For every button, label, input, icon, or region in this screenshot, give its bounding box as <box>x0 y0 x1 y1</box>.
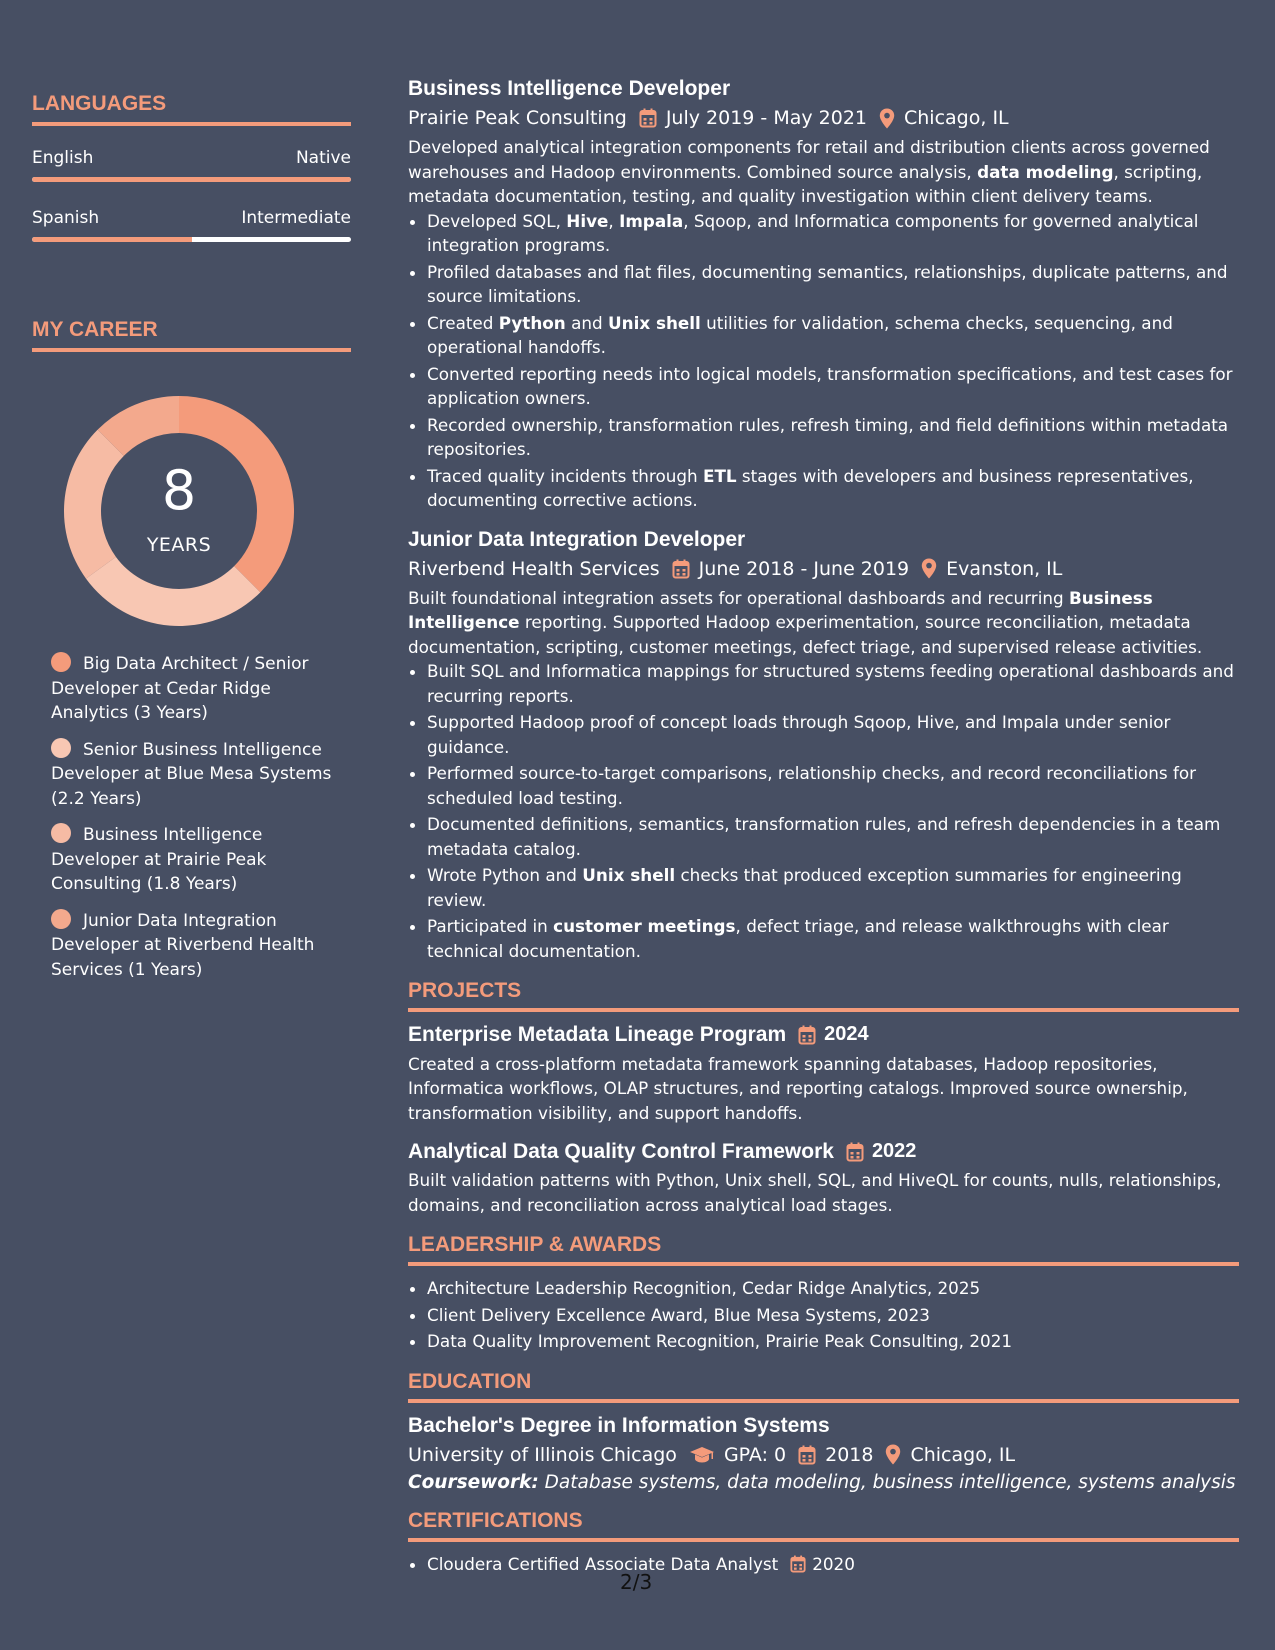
school-name: University of Illinois Chicago <box>408 1443 677 1466</box>
job-meta <box>408 558 1239 580</box>
career-role-text: Junior Data Integration Developer at Riverbend Health Services (1 Years) <box>51 910 315 980</box>
job-title: Junior Data Integration Developer <box>408 527 746 551</box>
location-pin-icon <box>885 1444 901 1465</box>
main-content <box>408 76 1239 1578</box>
coursework <box>408 1472 1239 1493</box>
project-title: Enterprise Metadata Lineage Program <box>408 1023 787 1047</box>
language-name: English <box>32 148 94 168</box>
education-entry <box>408 1413 1239 1493</box>
career-donut-chart <box>64 396 294 626</box>
job-meta <box>408 107 1239 129</box>
legend-dot <box>51 652 71 672</box>
projects-heading: PROJECTS <box>408 979 1239 1012</box>
award-item: • Architecture Leadership Recognition, Cedar Ridge Analytics, 2025 <box>427 1276 1239 1301</box>
bullet-item: • Supported Hadoop proof of concept loads through Sqoop, Hive, and Impala under senior guidance. <box>427 710 1239 759</box>
award-item: • Client Delivery Excellence Award, Blue Mesa Systems, 2023 <box>427 1303 1239 1328</box>
education-heading: EDUCATION <box>408 1370 1239 1403</box>
career-legend-item <box>51 652 336 726</box>
certification-item <box>427 1552 1239 1577</box>
project-entry <box>408 1139 1239 1217</box>
bullet-item: • Created Python and Unix shell utilities for validation, schema checks, sequencing, and operational handoffs. <box>427 311 1239 360</box>
career-legend-item <box>51 909 336 983</box>
job-location: Evanston, IL <box>946 557 1063 580</box>
bullet-item: • Documented definitions, semantics, transformation rules, and refresh dependencies in a team metadata catalog. <box>427 812 1239 861</box>
bullet-item: • Built SQL and Informatica mappings for structured systems feeding operational dashboards and recurring reports. <box>427 659 1239 708</box>
career-total-years: 8 <box>161 459 197 522</box>
location-pin-icon <box>879 108 895 129</box>
school-location: Chicago, IL <box>910 1443 1016 1466</box>
project-entry <box>408 1022 1239 1125</box>
job-location: Chicago, IL <box>904 107 1009 130</box>
career-role-text: Big Data Architect / Senior Developer at Cedar Ridge Analytics (3 Years) <box>51 654 309 723</box>
job-summary: Built foundational integration assets for operational dashboards and recurring Business Intelligence reporting. Supported Hadoop experimentation, source reconciliation, metadata documentation, scripting, customer meetings, defect triage, and supervised release activities. <box>408 587 1203 657</box>
graduation-year: 2018 <box>825 1443 874 1466</box>
bullet-item: • Recorded ownership, transformation rules, refresh timing, and field definitions within metadata repositories. <box>427 413 1239 462</box>
language-item <box>32 208 351 242</box>
calendar-icon <box>639 108 657 128</box>
calendar-icon <box>846 1142 864 1162</box>
bullet-item: • Wrote Python and Unix shell checks that produced exception summaries for engineering review. <box>427 863 1239 912</box>
degree-title: Bachelor's Degree in Information Systems <box>408 1413 830 1437</box>
bullet-item: • Developed SQL, Hive, Impala, Sqoop, and Informatica components for governed analytical integration programs. <box>427 209 1239 258</box>
job-dates: June 2018 - June 2019 <box>698 557 910 580</box>
coursework-text: Database systems, data modeling, business intelligence, systems analysis <box>544 1471 1236 1493</box>
donut-slice <box>86 557 260 626</box>
company-name: Prairie Peak Consulting <box>408 107 627 130</box>
gpa: GPA: 0 <box>723 1443 787 1466</box>
certification-name: • Cloudera Certified Associate Data Analyst <box>427 1553 779 1574</box>
legend-dot <box>51 909 71 929</box>
career-heading: MY CAREER <box>32 318 351 352</box>
legend-dot <box>51 738 71 758</box>
career-role-text: Senior Business Intelligence Developer at Blue Mesa Systems (2.2 Years) <box>51 739 332 809</box>
career-legend <box>51 652 336 982</box>
job-bullets <box>408 209 1239 513</box>
certifications-heading: CERTIFICATIONS <box>408 1509 1239 1542</box>
career-legend-item <box>51 823 336 897</box>
calendar-icon <box>672 559 690 579</box>
awards-list <box>408 1276 1239 1354</box>
page-number: 2/3 <box>620 1570 653 1594</box>
project-title: Analytical Data Quality Control Framework <box>408 1140 834 1164</box>
language-level: Intermediate <box>241 208 351 228</box>
bullet-item: • Participated in customer meetings, defect triage, and release walkthroughs with clear technical documentation. <box>427 914 1239 963</box>
calendar-icon <box>790 1555 806 1573</box>
bullet-item: • Performed source-to-target comparisons, relationship checks, and record reconciliations for scheduled load testing. <box>427 761 1239 810</box>
calendar-icon <box>798 1445 816 1465</box>
award-item: • Data Quality Improvement Recognition, Prairie Peak Consulting, 2021 <box>427 1329 1239 1354</box>
career-total-unit: YEARS <box>146 534 212 556</box>
project-description: Created a cross-platform metadata framework spanning databases, Hadoop repositories, Informatica workflows, OLAP structures, and reporting catalogs. Improved source ownership, transformation visibility, and support handoffs. <box>408 1053 1188 1123</box>
job-bullets <box>408 659 1239 963</box>
certification-year: 2020 <box>812 1553 855 1574</box>
job-title: Business Intelligence Developer <box>408 77 731 100</box>
calendar-icon <box>798 1025 816 1045</box>
language-proficiency-bar <box>32 237 351 242</box>
location-pin-icon <box>921 558 937 579</box>
language-name: Spanish <box>32 208 100 228</box>
legend-dot <box>51 823 71 843</box>
education-meta <box>408 1444 1239 1466</box>
project-description: Built validation patterns with Python, Unix shell, SQL, and HiveQL for counts, nulls, relationships, domains, and reconciliation across analytical load stages. <box>408 1170 1222 1215</box>
coursework-label: Coursework: <box>408 1471 539 1493</box>
company-name: Riverbend Health Services <box>408 557 660 580</box>
bullet-item: • Converted reporting needs into logical models, transformation specifications, and test cases for application owners. <box>427 362 1239 411</box>
sidebar <box>32 92 351 994</box>
job-dates: July 2019 - May 2021 <box>665 107 867 130</box>
language-proficiency-bar <box>32 177 351 182</box>
job-summary: Developed analytical integration components for retail and distribution clients across governed warehouses and Hadoop environments. Combined source analysis, data modeling, scripting, metadata documentation, testing, and quality investigation within client delivery teams. <box>408 137 1210 207</box>
career-role-text: Business Intelligence Developer at Prairie Peak Consulting (1.8 Years) <box>51 825 267 894</box>
certifications-list <box>408 1552 1239 1577</box>
language-item <box>32 148 351 182</box>
experience-entry <box>408 527 1239 964</box>
languages-heading: LANGUAGES <box>32 92 351 126</box>
language-level: Native <box>295 148 351 168</box>
bullet-item: • Profiled databases and flat files, documenting semantics, relationships, duplicate patterns, and source limitations. <box>427 260 1239 309</box>
project-year: 2022 <box>871 1140 917 1163</box>
project-year: 2024 <box>824 1023 869 1046</box>
graduation-cap-icon <box>689 1446 715 1464</box>
career-legend-item <box>51 738 336 812</box>
experience-entry <box>408 76 1239 513</box>
awards-heading: LEADERSHIP & AWARDS <box>408 1233 1239 1266</box>
bullet-item: • Traced quality incidents through ETL stages with developers and business representatives, documenting corrective actions. <box>427 464 1239 513</box>
